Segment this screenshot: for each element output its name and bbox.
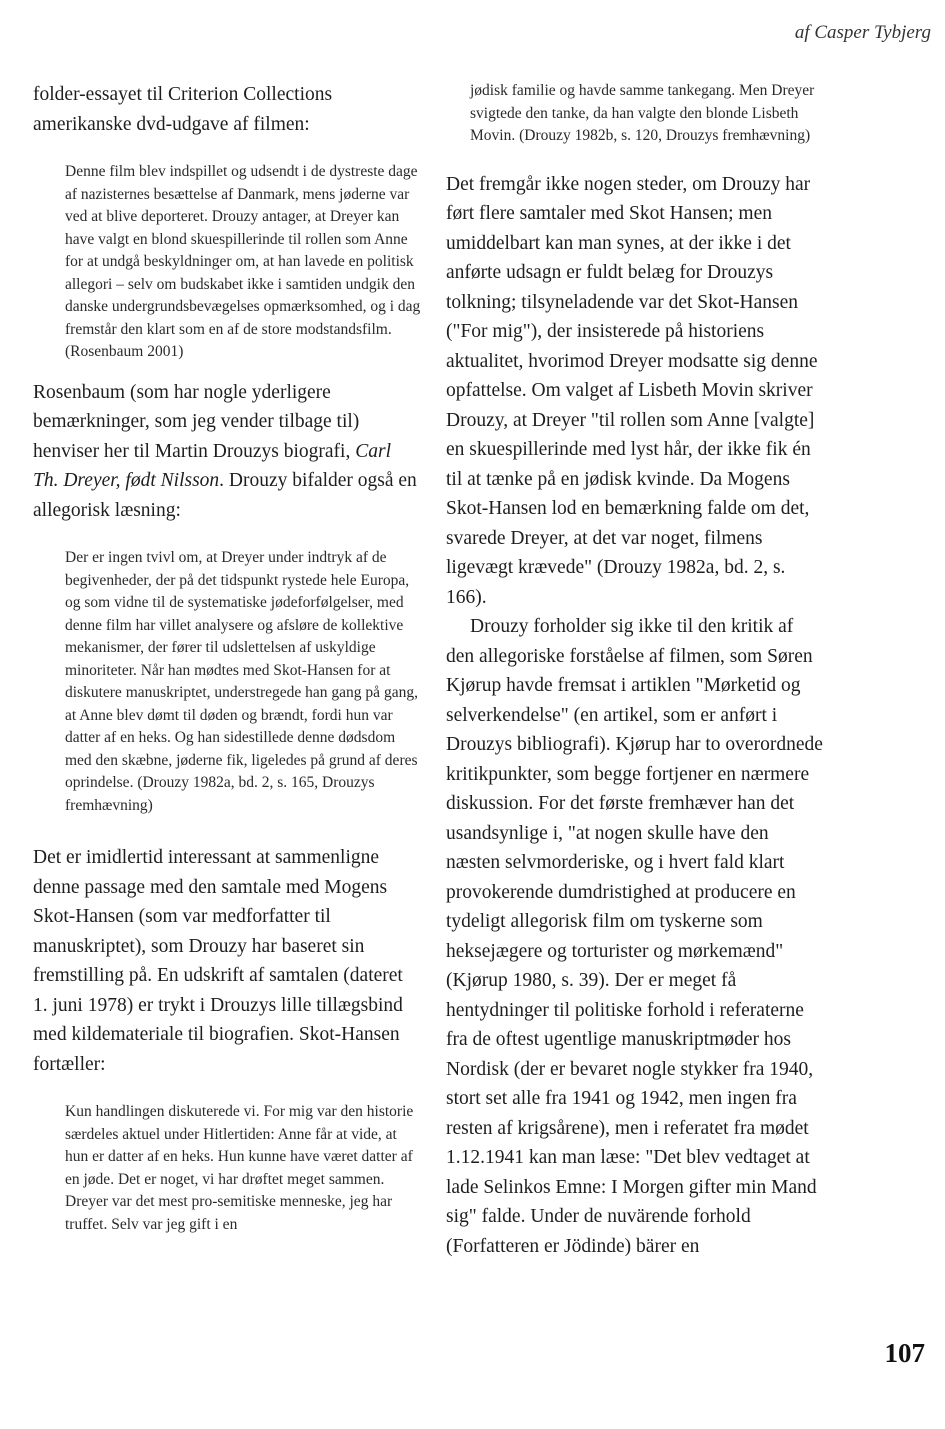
body-paragraph	[33, 378, 421, 526]
body-text: Rosenbaum (som har nogle yderligere bemærkninger, som jeg vender tilbage til) henviser her til Martin Drouzys biografi,	[33, 381, 360, 462]
block-quote: jødisk familie og havde samme tankegang. Men Dreyer svigtede den tanke, da han valgte den blonde Lisbeth Movin. (Drouzy 1982b, s. 120, Drouzys fremhævning)	[470, 82, 815, 144]
block-quote: Kun handlingen diskuterede vi. For mig var den historie særdeles aktuel under Hitlertiden: Anne får at vide, at hun er datter af en heks. Hun kunne have været datter af en jøde. Det er noget, vi har drøftet meget sammen. Dreyer var det mest pro-semitiske menneske, jeg har truffet. Selv var jeg gift i en	[65, 1103, 414, 1233]
body-paragraph: Det fremgår ikke nogen steder, om Drouzy har ført flere samtaler med Skot Hansen; men umiddelbart kan man synes, at der ikke i det anførte udsagn er fuldt belæg for Drouzys tolkning; tilsyneladende var det Skot-Hansen ("For mig"), der insisterede på historiens aktualitet, hvorimod Dreyer modsatte sig denne opfattelse. Om valget af Lisbeth Movin skriver Drouzy, at Dreyer "til rollen som Anne [valgte] en skuespillerinde med lyst hår, der ikke fik én til at tænke på en jødisk kvinde. Da Mogens Skot-Hansen lod en bemærkning falde om det, svarede Dreyer, at det var noget, filmens ligevægt krævede" (Drouzy 1982a, bd. 2, s. 166).	[446, 173, 818, 608]
running-head: af Casper Tybjerg	[794, 22, 931, 43]
body-paragraph: Det er imidlertid interessant at sammenligne denne passage med den samtale med Mogens Skot-Hansen (som var medforfatter til manuskriptet), som Drouzy har baseret sin fremstilling på. En udskrift af samtalen (dateret 1. juni 1978) er trykt i Drouzys lille tillægsbind med kildemateriale til biografien. Skot-Hansen fortæller:	[33, 847, 403, 1075]
book-title: Carl Th. Dreyer, født Nilsson	[33, 440, 391, 491]
block-quote: Denne film blev indspillet og udsendt i de dystreste dage af nazisternes besættelse af Danmark, mens jøderne var ved at blive deporteret. Drouzy antager, at Dreyer kan have valgt en blond skuespillerinde til rollen som Anne for at undgå beskyldninger om, at han lavede en politisk allegori – selv om budskabet ikke i samtiden undgik den danske undergrundsbevægelses opmærksomhed, og i dag fremstår den klart som en af de store modstandsfilm. (Rosenbaum 2001)	[65, 163, 421, 360]
left-column	[33, 80, 421, 1236]
body-text: . Drouzy bifalder også en allegorisk læsning:	[33, 470, 417, 521]
block-quote: Der er ingen tvivl om, at Dreyer under indtryk af de begivenheder, der på det tidspunkt rystede hele Europa, og som vidne til de systematiske jødeforfølgelser, med denne film har villet analysere og afsløre de kollektive mekanismer, der fører til udslettelsen af uskyldige minoriteter. Når han mødtes med Skot-Hansen for at diskutere manuskriptet, understregede han gang på gang, at Anne blev dømt til døden og brændt, fordi hun var datter af en heks. Og han sidestillede denne dødsdom med den skæbne, jøderne fik, ligeledes på grund af deres oprindelse. (Drouzy 1982a, bd. 2, s. 165, Drouzys fremhævning)	[65, 549, 418, 814]
body-paragraph: Drouzy forholder sig ikke til den kritik af den allegoriske forståelse af filmen, som Søren Kjørup havde fremsat i artiklen "Mørketid og selverkendelse" (en artikel, som er anført i Drouzys bibliografi). Kjørup har to overordnede kritikpunkter, som begge fortjener en nærmere diskussion. For det første fremhæver han det usandsynlige i, "at nogen skulle have den næsten selvmorderiske, og i hvert fald klart provokerende dumdristighed at producere en tydeligt allegorisk film om tyskerne som heksejægere og torturister og mørkemænd" (Kjørup 1980, s. 39). Der er meget få hentydninger til politiske forhold i referaterne fra de oftest ugentlige manuskriptmøder hos Nordisk (der er bevaret nogle stykker fra 1940, stort set alle fra 1941 og 1942, men ingen fra resten af krigsårene), men i referatet fra mødet 1.12.1941 kan man læse: "Det blev vedtaget at lade Selinkos Emne: I Morgen gifter min Mand sig" falde. Under de nuvärende forhold (Forfatteren er Jödinde) bärer en	[446, 616, 823, 1257]
page-number: 107	[884, 1338, 925, 1368]
right-column	[446, 80, 826, 1261]
body-paragraph: folder-essayet til Criterion Collections amerikanske dvd-udgave af filmen:	[33, 84, 333, 135]
